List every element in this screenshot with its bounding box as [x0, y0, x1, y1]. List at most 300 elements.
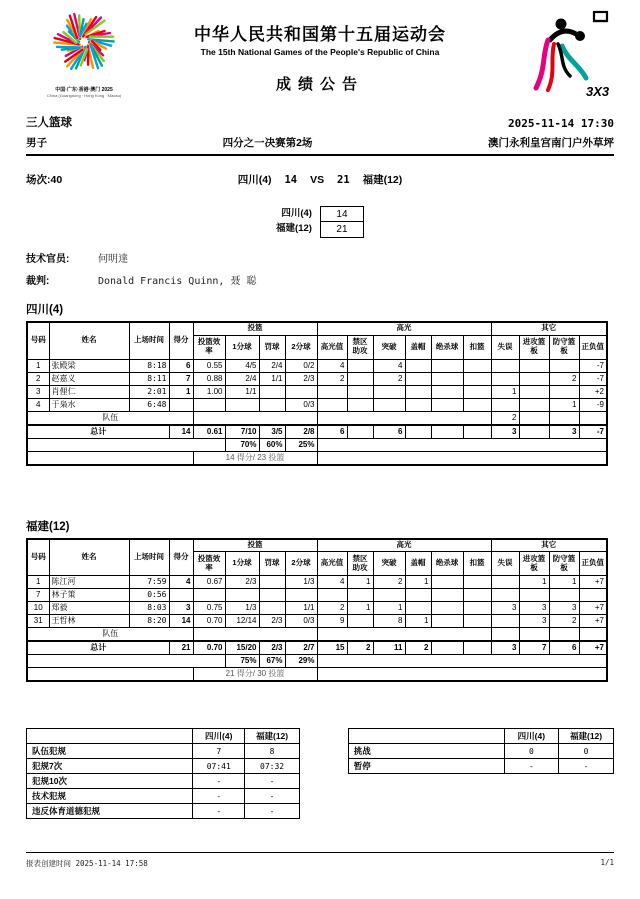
stat-p1: 1/3 — [225, 602, 259, 615]
stat-paint — [347, 589, 373, 602]
totals-paint — [347, 425, 373, 439]
player-name: 肖俚仁 — [49, 385, 129, 398]
totals-pm: +7 — [579, 641, 607, 655]
mini-value: - — [193, 789, 245, 804]
emblem-caption-cn: 中国·广东·香港·澳门 2025 — [55, 87, 113, 93]
totals-dunk — [463, 425, 491, 439]
stat-ft: 2/4 — [259, 359, 285, 372]
stat-p2: 0/3 — [285, 398, 317, 411]
referees-line — [26, 272, 614, 287]
extras-table — [348, 728, 614, 774]
col-points: 得分 — [169, 539, 193, 576]
totals-ft: 3/5 — [259, 425, 285, 439]
round-label: 四分之一决赛第2场 — [222, 137, 313, 149]
col-pm: 正负值 — [579, 335, 607, 359]
stat-to: 1 — [491, 385, 519, 398]
totals-eff: 0.61 — [193, 425, 225, 439]
col-name: 姓名 — [49, 322, 129, 359]
play-time: 8:11 — [129, 372, 169, 385]
report-created-time: 报表创建时间 2025-11-14 17:58 — [26, 859, 148, 868]
col-buzzer: 绝杀球 — [431, 335, 463, 359]
col-hl: 高光值 — [317, 552, 347, 576]
stat-ft: 2/3 — [259, 615, 285, 628]
stat-dreb: 2 — [549, 372, 579, 385]
play-time: 2:01 — [129, 385, 169, 398]
p2-percent: 25% — [285, 438, 317, 451]
team-oreb — [519, 628, 549, 642]
team-row-label: 队伍 — [27, 628, 193, 642]
team-heading: 福建(12) — [26, 520, 70, 533]
stat-paint — [347, 385, 373, 398]
player-number: 1 — [27, 576, 49, 589]
stat-dunk — [463, 372, 491, 385]
stat-hl: 4 — [317, 359, 347, 372]
stat-buzzer — [431, 398, 463, 411]
totals-label: 总计 — [27, 425, 169, 439]
mini-label: 技术犯规 — [27, 789, 193, 804]
player-name: 陈江河 — [49, 576, 129, 589]
stat-oreb: 3 — [519, 602, 549, 615]
points: 14 — [169, 615, 193, 628]
mini-value: 7 — [193, 744, 245, 759]
game-line — [26, 172, 614, 186]
stat-buzzer — [431, 385, 463, 398]
stat-p1: 1/1 — [225, 385, 259, 398]
col-to: 失误 — [491, 335, 519, 359]
stat-oreb — [519, 359, 549, 372]
stat-block — [405, 359, 431, 372]
player-number: 31 — [27, 615, 49, 628]
team-to: 2 — [491, 411, 519, 425]
stat-p1: 12/14 — [225, 615, 259, 628]
stat-buzzer — [431, 576, 463, 589]
stat-buzzer — [431, 589, 463, 602]
play-time: 6:48 — [129, 398, 169, 411]
stat-oreb — [519, 385, 549, 398]
mini-value: 0 — [559, 744, 614, 759]
stat-buzzer — [431, 615, 463, 628]
play-time: 8:18 — [129, 359, 169, 372]
totals-to: 3 — [491, 425, 519, 439]
mini-row — [27, 804, 300, 819]
stat-pm — [579, 589, 607, 602]
stat-ft: 1/1 — [259, 372, 285, 385]
subheader-row — [26, 114, 614, 130]
stat-dreb: 1 — [549, 576, 579, 589]
mini-value: 0 — [504, 744, 558, 759]
score-box-away-team: 福建(12) — [276, 223, 312, 234]
home-score: 14 — [284, 174, 298, 186]
player-number: 3 — [27, 385, 49, 398]
stat-p2: 0/2 — [285, 359, 317, 372]
mini-label: 队伍犯规 — [27, 744, 193, 759]
stat-hl: 2 — [317, 372, 347, 385]
totals-buzzer — [431, 641, 463, 655]
summary-row — [27, 668, 607, 682]
player-name: 郑毅 — [49, 602, 129, 615]
stat-block — [405, 602, 431, 615]
stat-pm: +7 — [579, 576, 607, 589]
stat-dreb — [549, 359, 579, 372]
play-time: 0:56 — [129, 589, 169, 602]
score-box — [26, 206, 614, 238]
col-ft: 罚球 — [259, 552, 285, 576]
stat-block: 1 — [405, 615, 431, 628]
mini-header-cell: 福建(12) — [559, 729, 614, 744]
mini-value: - — [193, 774, 245, 789]
team-dreb — [549, 411, 579, 425]
stat-eff: 1.00 — [193, 385, 225, 398]
player-row — [27, 398, 607, 411]
stat-p2 — [285, 589, 317, 602]
stat-pm: -9 — [579, 398, 607, 411]
totals-p1: 15/20 — [225, 641, 259, 655]
player-name: 于枭水 — [49, 398, 129, 411]
stat-buzzer — [431, 359, 463, 372]
ft-percent: 60% — [259, 438, 285, 451]
col-name: 姓名 — [49, 539, 129, 576]
page-number: 1/1 — [600, 858, 614, 867]
mini-value: 07:41 — [193, 759, 245, 774]
stat-block — [405, 372, 431, 385]
score-box-values — [320, 206, 364, 238]
group-highlight: 高光 — [317, 322, 491, 335]
stat-hl — [317, 589, 347, 602]
shooting-summary: 14 得分/ 23 投篮 — [193, 451, 317, 465]
summary-row — [27, 451, 607, 465]
stat-eff — [193, 398, 225, 411]
match-datetime: 2025-11-14 17:30 — [508, 117, 614, 130]
player-name: 张殿梁 — [49, 359, 129, 372]
col-points: 得分 — [169, 322, 193, 359]
group-highlight: 高光 — [317, 539, 491, 552]
player-name: 赵嘉义 — [49, 372, 129, 385]
referees-names: Donald Francis Quinn, 聂 聪 — [98, 276, 257, 287]
points: 1 — [169, 385, 193, 398]
percent-row — [27, 655, 607, 668]
points: 7 — [169, 372, 193, 385]
col-oreb: 进攻篮板 — [519, 335, 549, 359]
stat-ft — [259, 589, 285, 602]
mini-row — [27, 759, 300, 774]
totals-pm: -7 — [579, 425, 607, 439]
stat-block — [405, 398, 431, 411]
gender-label: 男子 — [26, 137, 47, 149]
games-title-en: The 15th National Games of the People's Republic of China — [200, 47, 440, 57]
stat-oreb: 3 — [519, 615, 549, 628]
p1-percent: 70% — [225, 438, 259, 451]
stat-hl — [317, 385, 347, 398]
totals-oreb: 7 — [519, 641, 549, 655]
p2-percent: 29% — [285, 655, 317, 668]
stat-paint: 1 — [347, 602, 373, 615]
col-drive: 突破 — [373, 552, 405, 576]
mini-value: - — [245, 789, 299, 804]
vs-label: VS — [310, 174, 325, 186]
sport-name: 三人篮球 — [26, 117, 72, 129]
stat-hl: 9 — [317, 615, 347, 628]
team-to — [491, 628, 519, 642]
stat-buzzer — [431, 372, 463, 385]
stat-hl — [317, 398, 347, 411]
stat-eff: 0.67 — [193, 576, 225, 589]
stat-drive: 2 — [373, 576, 405, 589]
emblem-caption-en: China (Guangdong · Hong Kong · Macau) — [46, 93, 122, 98]
totals-drive: 11 — [373, 641, 405, 655]
player-number: 4 — [27, 398, 49, 411]
stat-p1 — [225, 398, 259, 411]
stat-drive: 1 — [373, 602, 405, 615]
stat-p1 — [225, 589, 259, 602]
points: 6 — [169, 359, 193, 372]
col-ft: 罚球 — [259, 335, 285, 359]
col-time: 上场时间 — [129, 539, 169, 576]
col-dunk: 扣篮 — [463, 552, 491, 576]
stat-p1: 2/4 — [225, 372, 259, 385]
shooting-summary: 21 得分/ 30 投篮 — [193, 668, 317, 682]
stat-block: 1 — [405, 576, 431, 589]
officials-block — [26, 250, 614, 287]
totals-label: 总计 — [27, 641, 169, 655]
totals-drive: 6 — [373, 425, 405, 439]
group-shooting: 投篮 — [193, 322, 317, 335]
match-meta-row — [26, 135, 614, 156]
venue-label: 澳门永利皇宫南门户外草坪 — [488, 137, 614, 149]
team-row — [27, 628, 607, 642]
player-name: 王哲林 — [49, 615, 129, 628]
col-paint: 禁区助攻 — [347, 552, 373, 576]
team-pm — [579, 628, 607, 642]
score-box-home-score: 14 — [321, 207, 363, 222]
mini-value: - — [193, 804, 245, 819]
play-time: 7:59 — [129, 576, 169, 589]
col-p1: 1分球 — [225, 335, 259, 359]
fouls-table — [26, 728, 300, 819]
group-other: 其它 — [491, 539, 607, 552]
group-other: 其它 — [491, 322, 607, 335]
stat-dreb: 2 — [549, 615, 579, 628]
stat-to: 3 — [491, 602, 519, 615]
stat-dunk — [463, 602, 491, 615]
player-row — [27, 372, 607, 385]
3x3-basketball-icon — [528, 8, 614, 100]
score-box-labels — [276, 206, 312, 238]
player-row — [27, 576, 607, 589]
home-team: 四川(4) — [237, 174, 272, 186]
stat-drive — [373, 385, 405, 398]
stat-oreb — [519, 398, 549, 411]
totals-p2: 2/8 — [285, 425, 317, 439]
stat-dreb — [549, 385, 579, 398]
col-block: 盖帽 — [405, 552, 431, 576]
mini-row — [27, 774, 300, 789]
player-row — [27, 385, 607, 398]
mini-header-row — [27, 729, 300, 744]
col-p2: 2分球 — [285, 335, 317, 359]
totals-points: 21 — [169, 641, 193, 655]
team-stats-table — [26, 538, 608, 683]
ft-percent: 67% — [259, 655, 285, 668]
mini-label: 犯规10次 — [27, 774, 193, 789]
col-time: 上场时间 — [129, 322, 169, 359]
totals-block — [405, 425, 431, 439]
stat-oreb: 1 — [519, 576, 549, 589]
mini-label: 犯规7次 — [27, 759, 193, 774]
stat-eff: 0.70 — [193, 615, 225, 628]
points — [169, 589, 193, 602]
sport-pictogram-block — [522, 8, 614, 105]
p1-percent: 75% — [225, 655, 259, 668]
report-header — [26, 8, 614, 108]
totals-hl: 6 — [317, 425, 347, 439]
stat-drive — [373, 398, 405, 411]
totals-p2: 2/7 — [285, 641, 317, 655]
stat-paint — [347, 359, 373, 372]
mini-row — [27, 789, 300, 804]
stat-to — [491, 576, 519, 589]
play-time: 8:20 — [129, 615, 169, 628]
stat-pm: -7 — [579, 359, 607, 372]
totals-row — [27, 641, 607, 655]
totals-ft: 2/3 — [259, 641, 285, 655]
totals-p1: 7/10 — [225, 425, 259, 439]
home-team-section — [26, 301, 614, 466]
stat-eff: 0.88 — [193, 372, 225, 385]
player-row — [27, 602, 607, 615]
mini-header-cell — [348, 729, 504, 744]
percent-row — [27, 438, 607, 451]
player-name: 林子策 — [49, 589, 129, 602]
stat-pm: +7 — [579, 602, 607, 615]
mini-header-cell: 福建(12) — [245, 729, 299, 744]
col-block: 盖帽 — [405, 335, 431, 359]
stat-to — [491, 615, 519, 628]
technical-official-line — [26, 250, 614, 265]
stat-oreb — [519, 372, 549, 385]
team-row-label: 队伍 — [27, 411, 193, 425]
stat-hl: 2 — [317, 602, 347, 615]
col-p2: 2分球 — [285, 552, 317, 576]
stat-eff — [193, 589, 225, 602]
totals-buzzer — [431, 425, 463, 439]
stat-p2: 1/1 — [285, 602, 317, 615]
stat-dunk — [463, 589, 491, 602]
team-row — [27, 411, 607, 425]
mini-header-row — [348, 729, 613, 744]
stat-dreb — [549, 589, 579, 602]
stat-pm: -7 — [579, 372, 607, 385]
matchup-line — [26, 172, 614, 187]
stat-eff: 0.55 — [193, 359, 225, 372]
stat-dunk — [463, 615, 491, 628]
player-number: 1 — [27, 359, 49, 372]
stats-header-groups — [27, 322, 607, 335]
stat-p2: 0/3 — [285, 615, 317, 628]
col-dreb: 防守篮板 — [549, 552, 579, 576]
mini-row — [27, 744, 300, 759]
technical-official-label: 技术官员: — [26, 254, 70, 265]
stat-oreb — [519, 589, 549, 602]
points: 3 — [169, 602, 193, 615]
totals-paint: 2 — [347, 641, 373, 655]
mini-header-cell: 四川(4) — [504, 729, 558, 744]
away-team-section — [26, 518, 614, 683]
player-row — [27, 359, 607, 372]
mini-value: - — [245, 804, 299, 819]
col-hl: 高光值 — [317, 335, 347, 359]
away-score: 21 — [337, 174, 350, 186]
mini-header-cell — [27, 729, 193, 744]
score-box-home-team: 四川(4) — [281, 208, 312, 219]
totals-eff: 0.70 — [193, 641, 225, 655]
stat-ft — [259, 398, 285, 411]
stat-to — [491, 589, 519, 602]
stat-p2 — [285, 385, 317, 398]
stat-paint — [347, 372, 373, 385]
stats-header-groups — [27, 539, 607, 552]
player-number: 10 — [27, 602, 49, 615]
totals-dreb: 6 — [549, 641, 579, 655]
mini-value: - — [559, 759, 614, 774]
totals-block: 2 — [405, 641, 431, 655]
stat-dreb: 1 — [549, 398, 579, 411]
player-number: 2 — [27, 372, 49, 385]
stat-to — [491, 359, 519, 372]
stat-block — [405, 589, 431, 602]
col-pm: 正负值 — [579, 552, 607, 576]
col-number: 号码 — [27, 322, 49, 359]
team-stats-table — [26, 321, 608, 466]
group-shooting: 投篮 — [193, 539, 317, 552]
totals-oreb — [519, 425, 549, 439]
col-drive: 突破 — [373, 335, 405, 359]
game-number: 场次:40 — [26, 174, 63, 186]
score-box-away-score: 21 — [336, 224, 348, 235]
col-dreb: 防守篮板 — [549, 335, 579, 359]
player-number: 7 — [27, 589, 49, 602]
away-team: 福建(12) — [362, 174, 403, 186]
mini-value: 07:32 — [245, 759, 299, 774]
stat-eff: 0.75 — [193, 602, 225, 615]
mini-label: 挑战 — [348, 744, 504, 759]
referees-label: 裁判: — [26, 276, 50, 287]
col-eff: 投篮效率 — [193, 552, 225, 576]
stat-dunk — [463, 359, 491, 372]
mini-value: 8 — [245, 744, 299, 759]
stat-buzzer — [431, 602, 463, 615]
team-heading: 四川(4) — [26, 304, 64, 316]
stat-block — [405, 385, 431, 398]
col-p1: 1分球 — [225, 552, 259, 576]
report-title: 成绩公告 — [275, 76, 364, 93]
stat-drive — [373, 589, 405, 602]
stat-paint: 1 — [347, 576, 373, 589]
player-row — [27, 615, 607, 628]
col-paint: 禁区助攻 — [347, 335, 373, 359]
stat-p1: 2/3 — [225, 576, 259, 589]
totals-row — [27, 425, 607, 439]
play-time: 8:03 — [129, 602, 169, 615]
totals-dunk — [463, 641, 491, 655]
extras-table-wrap — [348, 728, 614, 774]
team-pm — [579, 411, 607, 425]
stat-pm: +7 — [579, 615, 607, 628]
stat-paint — [347, 398, 373, 411]
stat-hl: 4 — [317, 576, 347, 589]
stat-p1: 4/5 — [225, 359, 259, 372]
stat-drive: 2 — [373, 372, 405, 385]
totals-dreb: 3 — [549, 425, 579, 439]
